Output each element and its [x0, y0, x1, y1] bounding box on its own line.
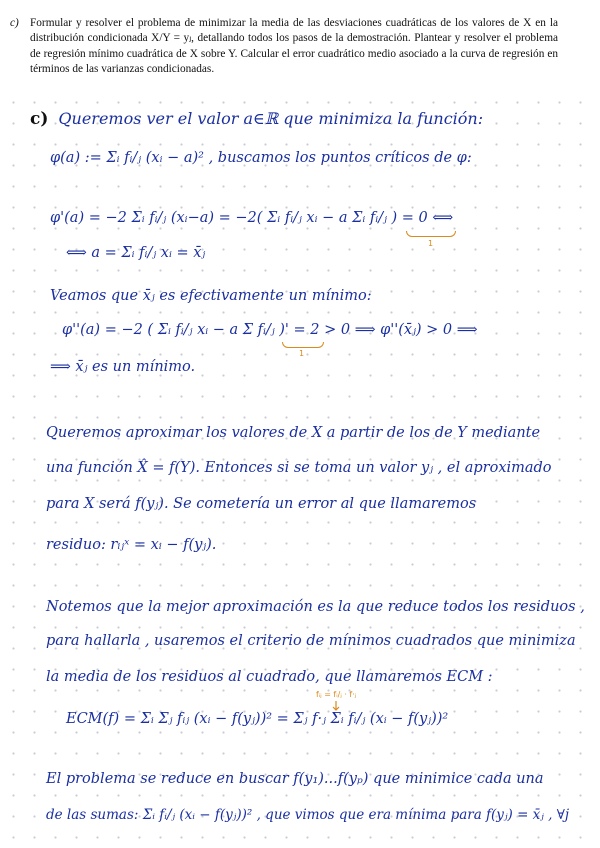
- part-label: c): [30, 109, 49, 129]
- notes-line-3: φ'(a) = −2 Σᵢ fᵢ/ⱼ (xᵢ−a) = −2( Σᵢ fᵢ/ⱼ xᵢ − a Σᵢ fᵢ/ⱼ ) = 0 ⟺: [50, 210, 454, 226]
- problem-statement: [0, 0, 600, 92]
- notes-para2-line-3: para X será f(yⱼ). Se cometería un error al que llamaremos: [46, 496, 477, 512]
- notes-line-7: ⟹ x̄ⱼ es un mínimo.: [50, 359, 196, 375]
- notes-line-4: ⟺ a = Σᵢ fᵢ/ⱼ xᵢ = x̄ⱼ: [66, 245, 206, 261]
- notes-para3-line-1: Notemos que la mejor aproximación es la que reduce todos los residuos ,: [46, 599, 585, 615]
- notes-line-intro: [30, 110, 483, 128]
- underbrace-sum: [406, 231, 456, 237]
- notes-line-2: φ(a) := Σᵢ fᵢ/ⱼ (xᵢ − a)² , buscamos los puntos críticos de φ:: [50, 150, 472, 166]
- underbrace-annotation-2: 1: [299, 349, 305, 358]
- notes-line-6: φ''(a) = −2 ( Σᵢ fᵢ/ⱼ xᵢ − a Σ fᵢ/ⱼ )' = 2 > 0 ⟹ φ''(x̄ⱼ) > 0 ⟹: [62, 322, 478, 338]
- problem-text: [10, 16, 558, 77]
- notes-para4-line-1: El problema se reduce en buscar f(y₁)...f(yₚ) que minimice cada una: [46, 771, 544, 787]
- notes-para2-line-4: residuo: rᵢⱼˣ = xᵢ − f(yⱼ).: [46, 537, 217, 553]
- equality-annotation: fᵢⱼ = fᵢ/ⱼ · f·ⱼ: [316, 690, 357, 699]
- notes-para2-line-2: una función X̂ = f(Y). Entonces si se toma un valor yⱼ , el aproximado: [46, 460, 552, 476]
- notes-para3-formula: ECM(f) = Σᵢ Σⱼ fᵢⱼ (xᵢ − f(yⱼ))² = Σⱼ f·ⱼ Σᵢ fᵢ/ⱼ (xᵢ − f(yⱼ))²: [66, 711, 449, 727]
- notes-line-1-text: Queremos ver el valor a∈ℝ que minimiza la función:: [58, 109, 484, 128]
- notes-para3-line-3: la media de los residuos al cuadrado, que llamaremos ECM :: [46, 669, 493, 685]
- problem-body: Formular y resolver el problema de minimizar la media de las desviaciones cuadráticas de los valores de X en la distribución condicionada X/Y = yⱼ, detallando todos los pasos de la demostración. Plantear y resolver el problema de regresión mínimo cuadrática de X sobre Y. Calcular el error cuadrático medio asociado a la curva de regresión en términos de las varianzas condicionadas.: [30, 17, 558, 75]
- notes-line-5: Veamos que x̄ⱼ es efectivamente un mínimo:: [50, 288, 372, 304]
- underbrace-annotation-1: 1: [428, 239, 434, 248]
- problem-marker: c): [10, 17, 19, 29]
- notes-para2-line-1: Queremos aproximar los valores de X a partir de los de Y mediante: [46, 425, 541, 441]
- notes-para4-line-2: de las sumas: Σᵢ fᵢ/ⱼ (xᵢ − f(yⱼ))² , que vimos que era mínima para f(yⱼ) = x̄ⱼ , ∀j: [46, 807, 570, 823]
- underbrace-sum-2: [282, 342, 324, 348]
- notes-para3-line-2: para hallarla , usaremos el criterio de mínimos cuadrados que minimiza: [46, 633, 576, 649]
